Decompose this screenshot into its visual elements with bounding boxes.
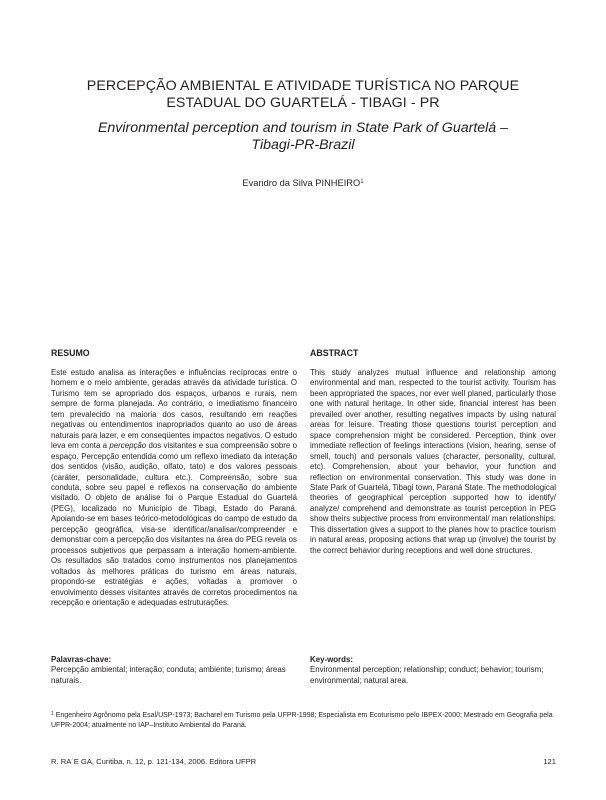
resumo-column [51, 348, 297, 608]
footnote-mark: 1 [51, 711, 54, 717]
author-line [40, 176, 566, 189]
author-name: Evandro da Silva PINHEIRO [242, 178, 361, 188]
resumo-heading: RESUMO [51, 348, 90, 358]
title-line-2: ESTADUAL DO GUARTELÁ - TIBAGI - PR [166, 95, 440, 111]
author-footnote-mark: 1 [360, 179, 364, 185]
resumo-text-part-2: dos visitantes e sua compreensão sobre o espaço. Percepção entendida como um reflexo imediato da interação dos sentidos (visão, audição, olfato, tato) e dos valores pessoais (caráter, personalidade, cultura etc.). Compreensão, sobre sua conduta, sobre seu papel e reflexos na conservação do ambiente visitado. O objeto de análise foi o Parque Estadual do Guartelá (PEG), localizado no Município de Tibagi, Estado do Paraná. Apoiando-se em bases teórico-metodológicas do campo de estudo da percepção geográfica, visa-se identificar/analisar/compreender e demonstrar com a percepção dos visitantes na área do PEG revela os processos subjetivos que perpassam a interação homem-ambiente. Os resultados são tratados como instrumentos nos planejamentos voltados às melhores práticas do turismo em áreas naturais, propondo-se estratégias e ações, voltadas a promover o envolvimento desses visitantes através de corretos procedimentos na recepção e orientação e adequadas estruturações. [51, 441, 297, 607]
journal-citation: R. RA´E GA, Curitiba, n. 12, p. 121-134, 2006. Editora UFPR [51, 757, 257, 766]
article-title [40, 78, 566, 112]
article-subtitle [40, 120, 566, 154]
resumo-text [51, 368, 297, 608]
subtitle-line-2: Tibagi-PR-Brazil [251, 137, 355, 153]
resumo-italic-term: percepção [109, 441, 147, 451]
palavras-chave-text: Percepção ambiental; interação; conduta; ambiente; turismo; áreas naturais. [51, 665, 286, 685]
subtitle-line-1: Environmental perception and tourism in State Park of Guartelá – [97, 120, 509, 136]
abstract-text: This study analyzes mutual influence and relationship among environmental and man, respected to the tourist activity. Tourism has been appropriated the spaces, nor ever well planed, particularly those one with natural heritage. In other side, financial interest has been prevailed over another, resulting negatives impacts by using natural areas for leisure. Treating those questions tourist perception and space comprehension might be considered. Perception, think over immediate reflection of feelings interactions (vision, hearing, sense of smell, touch) and personals values (character, personality, cultural, etc). Comprehension, about your behavior, your function and reflection on environmental conservation. This study was done in State Park of Guartelá, Tibagi town, Paraná State. The methodological theories of geographical perception supported how to identify/ analyze/ comprehend and demonstrate as tourist perception in PEG show theirs subjective process from environmental/ man relationships. This dissertation gives a support to the planes how to practice tourism in natural areas, proposing actions that wrap up (involve) the tourist by the correct behavior during receptions and well done structures. [310, 368, 556, 555]
abstract-heading: ABSTRACT [310, 348, 359, 358]
palavras-chave-heading: Palavras-chave: [51, 655, 112, 664]
resumo-text-part-1: Este estudo analisa as interações e influências recíprocas entre o homem e o meio ambiente, geradas através da atividade turística. O Turismo tem se apropriado dos espaços, urbanos e rurais, nem sempre de forma planejada. Ao contrário, o imediatismo financeiro tem prevalecido na maioria dos casos, resultando em reações negativas ou entendimentos inapropriados quanto ao uso de áreas naturais para lazer, e em conseqüentes impactos negativos. O estudo leva em conta a [51, 368, 297, 451]
palavras-chave-block [51, 655, 297, 686]
footnote-text: Engenheiro Agrônomo pela Esal/USP-1973; Bacharel em Turismo pela UFPR-1998; Especialista em Ecoturismo pelo IBPEX-2000; Mestrado em Geografia pela UFPR-2004; atualmente no IAP–Instituto Ambiental do Paraná. [51, 712, 553, 729]
keywords-heading: Key-words: [310, 655, 353, 664]
abstract-column [310, 348, 556, 556]
keywords-text: Environmental perception; relationship; conduct; behavior; tourism; environmental; natural area. [310, 665, 544, 685]
keywords-block [310, 655, 556, 686]
page-number: 121 [543, 757, 556, 766]
title-line-1: PERCEPÇÃO AMBIENTAL E ATIVIDADE TURÍSTICA NO PARQUE [86, 78, 520, 94]
author-footnote [51, 710, 556, 730]
